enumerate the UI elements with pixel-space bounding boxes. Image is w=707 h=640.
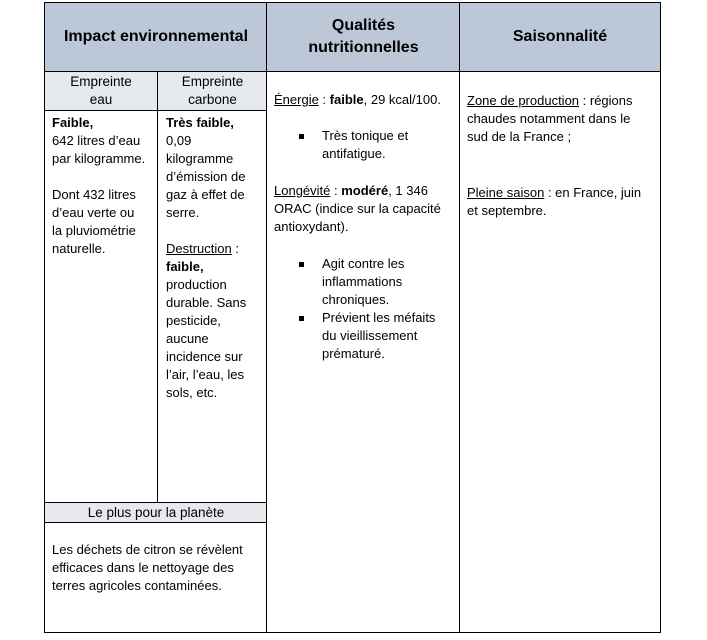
- water-line: naturelle.: [52, 241, 106, 256]
- zone-desc: sud de la France ;: [467, 129, 572, 144]
- divider-col2: [459, 2, 460, 633]
- header-impact-label: Impact environnemental: [63, 28, 249, 45]
- water-spacer: [52, 168, 156, 186]
- carbon-line: 0,09: [166, 133, 192, 148]
- zone-rest: : régions: [579, 93, 633, 108]
- carbon-line: serre.: [166, 205, 200, 220]
- destruction-line: aucune: [166, 331, 209, 346]
- carbon-line: d’émission de: [166, 169, 246, 184]
- subheader-planet-label: Le plus pour la planète: [87, 505, 225, 520]
- bullet-icon: [299, 134, 304, 139]
- planet-text: [52, 541, 264, 595]
- header-season: [460, 3, 660, 71]
- zone-desc: chaudes notamment dans le: [467, 111, 631, 126]
- carbon-rating-line: [166, 114, 266, 132]
- header-impact: [45, 3, 267, 71]
- energy-line: [274, 91, 458, 109]
- carbon-text: [166, 114, 266, 402]
- water-line: d’eau verte ou: [52, 205, 135, 220]
- peak-label: Pleine saison: [467, 185, 545, 200]
- divider-subheader: [44, 110, 267, 111]
- destruction-line: incidence sur: [166, 349, 243, 364]
- season-text: [467, 92, 659, 220]
- longevity-rest: , 1 346: [388, 183, 428, 198]
- planet-line: Les déchets de citron se révèlent: [52, 542, 243, 557]
- carbon-spacer: [166, 222, 266, 240]
- divider-planet-bottom: [44, 522, 267, 523]
- destruction-line: sols, etc.: [166, 385, 218, 400]
- subheader-carbon-line2: carbone: [188, 92, 237, 107]
- water-line: la pluviométrie: [52, 223, 136, 238]
- destruction-colon: :: [231, 241, 239, 256]
- destruction-line: production: [166, 277, 227, 292]
- longevity-text: [274, 182, 458, 236]
- water-line: par kilogramme.: [52, 151, 146, 166]
- carbon-line: kilogramme: [166, 151, 234, 166]
- border-bottom: [44, 632, 661, 633]
- water-line: 642 litres d’eau: [52, 133, 141, 148]
- longevity-desc: ORAC (indice sur la capacité: [274, 201, 441, 216]
- subheader-carbon-line1: Empreinte: [181, 74, 244, 89]
- subheader-planet: [45, 503, 267, 522]
- border-top: [44, 2, 661, 3]
- longevity-bullet-line: inflammations: [322, 274, 403, 289]
- longevity-desc: antioxydant).: [274, 219, 349, 234]
- energy-value: faible: [329, 92, 364, 107]
- zone-line: [467, 92, 659, 110]
- header-nutrition-line2: nutritionnelles: [308, 39, 419, 56]
- longevity-bullet-line: prématuré.: [322, 346, 385, 361]
- energy-bullet: [322, 127, 458, 163]
- peak-desc: et septembre.: [467, 203, 547, 218]
- longevity-bullet-line: chroniques.: [322, 292, 390, 307]
- bullet-icon: [299, 316, 304, 321]
- energy-rest: , 29 kcal/100.: [363, 92, 441, 107]
- longevity-value: modéré: [341, 183, 389, 198]
- destruction-label: Destruction: [166, 241, 232, 256]
- divider-planet-top: [44, 502, 267, 503]
- nutrition-text: [274, 91, 458, 109]
- peak-rest: : en France, juin: [544, 185, 642, 200]
- longevity-bullet-1: [322, 255, 458, 309]
- energy-label: Énergie: [274, 92, 319, 107]
- water-rating: Faible,: [52, 115, 94, 130]
- bullet-icon: [299, 262, 304, 267]
- subheader-water: [45, 72, 157, 111]
- border-left: [44, 2, 45, 633]
- destruction-line: l’air, l’eau, les: [166, 367, 245, 382]
- carbon-rating: Très faible,: [166, 115, 234, 130]
- zone-label: Zone de production: [467, 93, 580, 108]
- longevity-line: [274, 182, 458, 200]
- destruction-line: durable. Sans: [166, 295, 247, 310]
- water-line: Dont 432 litres: [52, 187, 136, 202]
- water-text: [52, 114, 156, 258]
- longevity-bullet-line: Agit contre les: [322, 256, 405, 271]
- divider-impact-subcol: [157, 71, 158, 503]
- energy-sep: :: [318, 92, 330, 107]
- carbon-line: gaz à effet de: [166, 187, 245, 202]
- longevity-bullet-2: [322, 309, 458, 363]
- longevity-bullet-line: du vieillissement: [322, 328, 418, 343]
- destruction-rating: faible,: [166, 259, 204, 274]
- divider-col1: [266, 2, 267, 633]
- planet-line: terres agricoles contaminées.: [52, 578, 222, 593]
- header-nutrition-line1: Qualités: [331, 17, 396, 34]
- header-season-label: Saisonnalité: [512, 28, 608, 45]
- longevity-label: Longévité: [274, 183, 331, 198]
- season-spacer: [467, 146, 659, 184]
- planet-line: efficaces dans le nettoyage des: [52, 560, 234, 575]
- longevity-bullet-line: Prévient les méfaits: [322, 310, 436, 325]
- energy-bullet-line: antifatigue.: [322, 146, 386, 161]
- longevity-sep: :: [330, 183, 342, 198]
- divider-header-row: [44, 71, 661, 72]
- header-nutrition: [267, 3, 460, 71]
- border-right: [660, 2, 661, 633]
- peak-line: [467, 184, 659, 202]
- subheader-carbon: [158, 72, 267, 111]
- energy-bullet-line: Très tonique et: [322, 128, 409, 143]
- subheader-water-line2: eau: [89, 92, 113, 107]
- destruction-line: pesticide,: [166, 313, 221, 328]
- destruction-label-line: [166, 240, 266, 258]
- subheader-water-line1: Empreinte: [70, 74, 132, 89]
